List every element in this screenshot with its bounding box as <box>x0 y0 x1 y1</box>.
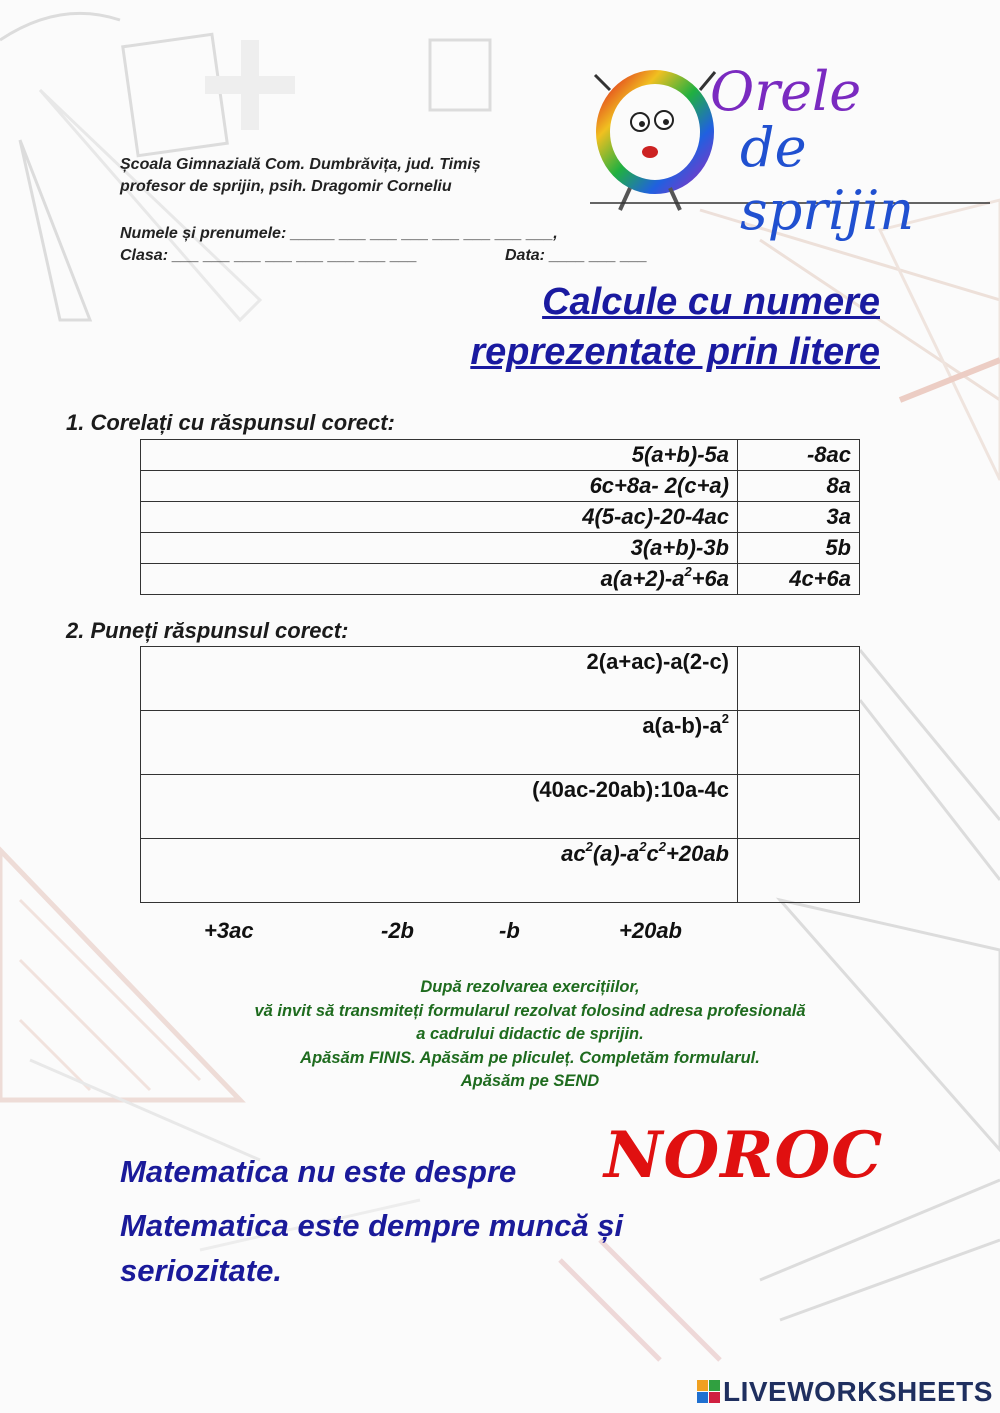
page-title-line2: reprezentate prin litere <box>470 331 880 373</box>
exercise2-heading: 2. Puneți răspunsul corect: <box>66 618 349 643</box>
table-row <box>141 564 860 595</box>
expression-cell[interactable]: 6c+8a- 2(c+a) <box>141 471 738 502</box>
motto-prefix: Matematica nu este despre <box>120 1154 517 1189</box>
expression-cell[interactable]: 3(a+b)-3b <box>141 533 738 564</box>
luck-word: NOROC <box>604 1118 884 1193</box>
expression-cell: $a(a-b)-a^2$ <box>141 711 738 775</box>
liveworksheets-brand <box>697 1376 993 1408</box>
answer-drop-zone[interactable] <box>738 711 860 775</box>
instruction-line: După rezolvarea exercițiilor, <box>420 978 640 996</box>
liveworksheets-logo-icon <box>697 1380 721 1404</box>
answer-cell[interactable]: 5b <box>738 533 860 564</box>
answer-drop-zone[interactable] <box>738 647 860 711</box>
table-row <box>141 775 860 839</box>
answer-option[interactable]: -2b <box>381 918 414 943</box>
instruction-line: a cadrului didactic de sprijin. <box>416 1025 644 1043</box>
table-row <box>141 533 860 564</box>
answer-cell[interactable]: -8ac <box>738 440 860 471</box>
table-row <box>141 711 860 775</box>
brand-text: LIVEWORKSHEETS <box>723 1376 993 1407</box>
logo-text-orele: Orele <box>710 60 862 123</box>
expression-cell: $ac^2(a)-a^2c^2+20ab$ <box>141 839 738 903</box>
table-row <box>141 440 860 471</box>
motto-line3: seriozitate. <box>120 1253 282 1288</box>
expression-cell: (40ac-20ab):10a-4c <box>141 775 738 839</box>
page-title-line1: Calcule cu numere <box>542 281 880 323</box>
answer-option[interactable]: -b <box>499 918 520 943</box>
instructions <box>160 976 900 1094</box>
table-row <box>141 647 860 711</box>
date-line: Data: ____ ___ ___ <box>505 247 648 264</box>
motto-line2: Matematica este dempre muncă și <box>120 1208 624 1243</box>
table-row <box>141 471 860 502</box>
expression-cell[interactable]: $a(a+2)-a^2+6a$ <box>141 564 738 595</box>
student-name-line: Numele și prenumele: _____ ___ ___ ___ ___ ___ ___ ___, <box>120 225 558 242</box>
instruction-line: Apăsăm pe SEND <box>460 1072 600 1090</box>
instruction-line: vă invit să transmiteți formularul rezolvat folosind adresa profesională <box>254 1001 806 1020</box>
logo <box>590 60 990 242</box>
exercise2-table <box>140 646 860 903</box>
instruction-line: Apăsăm FINIS. Apăsăm pe pliculeț. Completăm formularul. <box>300 1048 760 1067</box>
table-row <box>141 502 860 533</box>
logo-text-de-sprijin: de sprijin <box>740 116 915 242</box>
answer-cell[interactable]: 4c+6a <box>738 564 860 595</box>
teacher-name: profesor de sprijin, psih. Dragomir Corneliu <box>120 178 452 195</box>
expression-cell: 2(a+ac)-a(2-c) <box>141 647 738 711</box>
expression-cell[interactable]: 5(a+b)-5a <box>141 440 738 471</box>
exercise1-table <box>140 439 860 595</box>
answer-option[interactable]: +3ac <box>204 918 254 943</box>
exercise1-heading: 1. Corelați cu răspunsul corect: <box>66 410 395 435</box>
answer-option[interactable]: +20ab <box>619 918 682 943</box>
table-row <box>141 839 860 903</box>
answer-cell[interactable]: 8a <box>738 471 860 502</box>
class-line: Clasa: ___ ___ ___ ___ ___ ___ ___ ___ <box>120 247 418 264</box>
school-name: Școala Gimnazială Com. Dumbrăvița, jud. Timiș <box>120 156 481 173</box>
expression-cell[interactable]: 4(5-ac)-20-4ac <box>141 502 738 533</box>
motto-line1 <box>120 1148 516 1196</box>
answer-drop-zone[interactable] <box>738 839 860 903</box>
answer-drop-zone[interactable] <box>738 775 860 839</box>
answer-cell[interactable]: 3a <box>738 502 860 533</box>
